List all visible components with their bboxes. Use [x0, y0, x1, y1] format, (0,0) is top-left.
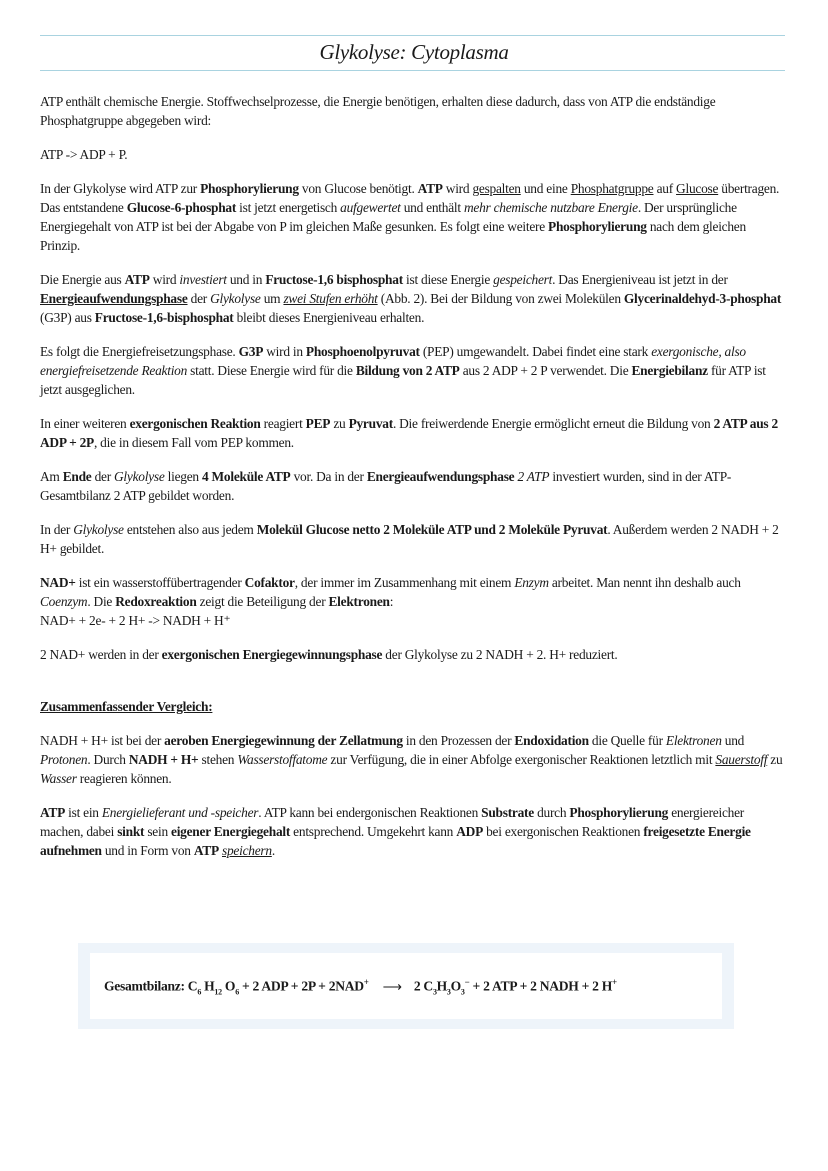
title-rule [40, 70, 785, 71]
equation-box-inner [90, 953, 722, 1019]
paragraph-atp-speicher: ATP ist ein Energielieferant und -speicher. ATP kann bei endergonischen Reaktionen Substrate durch Phosphorylierung energiereicher machen, dabei sinkt sein eigener Energiegehalt entsprechend. Umgekehrt kann ADP bei exergonischen Reaktionen freigesetzte Energie aufnehmen und in Form von ATP speichern. [40, 805, 751, 858]
paragraph-phosphorylierung: In der Glykolyse wird ATP zur Phosphorylierung von Glucose benötigt. ATP wird gespalten und eine Phosphatgruppe auf Glucose übertragen. Das entstandene Glucose-6-phosphat ist jetzt energetisch aufgewertet und enthält mehr chemische nutzbare Energie. Der ursprüngliche Energiegehalt von ATP ist bei der Abgabe von P im gleichen Maße gesunken. Es folgt eine weitere Phosphorylierung nach dem gleichen Prinzip. [40, 181, 780, 253]
paragraph-netto-bilanz: In der Glykolyse entstehen also aus jedem Molekül Glucose netto 2 Moleküle ATP und 2 Moleküle Pyruvat. Außerdem werden 2 NADH + 2 H+ gebildet. [40, 522, 779, 556]
paragraph-pyruvat: In einer weiteren exergonischen Reaktion reagiert PEP zu Pyruvat. Die freiwerdende Energie ermöglicht erneut die Bildung von 2 ATP aus 2 ADP + 2P, die in diesem Fall vom PEP kommen. [40, 416, 778, 450]
paragraph-energie-investiert: Die Energie aus ATP wird investiert und in Fructose-1,6 bisphosphat ist diese Energie gespeichert. Das Energieniveau ist jetzt in der Energieaufwendungsphase der Glykolyse um zwei Stufen erhöht (Abb. 2). Bei der Bildung von zwei Molekülen Glycerinaldehyd-3-phosphat (G3P) aus Fructose-1,6-bisphosphat bleibt dieses Energieniveau erhalten. [40, 272, 782, 325]
paragraph-ende-glykolyse: Am Ende der Glykolyse liegen 4 Moleküle ATP vor. Da in der Energieaufwendungsphase 2 ATP investiert wurden, sind in der ATP-Gesamtbilanz 2 ATP gebildet worden. [40, 469, 732, 503]
top-rule [40, 35, 785, 36]
paragraph-nadh-zellatmung: NADH + H+ ist bei der aeroben Energiegewinnung der Zellatmung in den Prozessen der Endoxidation die Quelle für Elektronen und Protonen. Durch NADH + H+ stehen Wasserstoffatome zur Verfügung, die in einer Abfolge exergonischer Reaktionen letztlich mit Sauerstoff zu Wasser reagieren können. [40, 733, 783, 786]
section-heading: Zusammenfassender Vergleich: [40, 699, 213, 714]
equation-box [78, 943, 734, 1029]
paragraph-atp-intro: ATP enthält chemische Energie. Stoffwechselprozesse, die Energie benötigen, erhalten diese dadurch, dass von ATP die endständige Phosphatgruppe abgegeben wird: [40, 94, 716, 128]
paragraph-nad-reduziert: 2 NAD+ werden in der exergonischen Energiegewinnungsphase der Glykolyse zu 2 NADH + 2. H+ reduziert. [40, 647, 618, 662]
paragraph-nad-cofaktor: NAD+ ist ein wasserstoffübertragender Cofaktor, der immer im Zusammenhang mit einem Enzym arbeitet. Man nennt ihn deshalb auch Coenzym. Die Redoxreaktion zeigt die Beteiligung der Elektronen: NAD+ + 2e- + 2 H+ -> NADH + H⁺ [40, 575, 741, 628]
document-body [40, 92, 788, 875]
reaction-arrow-icon: ⟶ [382, 978, 402, 994]
paragraph-atp-equation: ATP -> ADP + P. [40, 147, 128, 162]
redox-equation: NAD+ + 2e- + 2 H+ -> NADH + H⁺ [40, 613, 231, 628]
paragraph-energiefreisetzung: Es folgt die Energiefreisetzungsphase. G3P wird in Phosphoenolpyruvat (PEP) umgewandelt. Dabei findet eine stark exergonische, also energiefreisetzende Reaktion statt. Diese Energie wird für die Bildung von 2 ATP aus 2 ADP + 2 P verwendet. Die Energiebilanz für ATP ist jetzt ausgeglichen. [40, 344, 766, 397]
page-title: Glykolyse: Cytoplasma [319, 40, 509, 64]
gesamtbilanz-equation: Gesamtbilanz: $C_6$ $H_{12}$ $O_6 + 2$ ADP + 2P + 2NAD+ ⟶ 2 $C_3H_3O_3^- + 2$ ATP + 2 NADH + 2 H+ [104, 977, 617, 997]
